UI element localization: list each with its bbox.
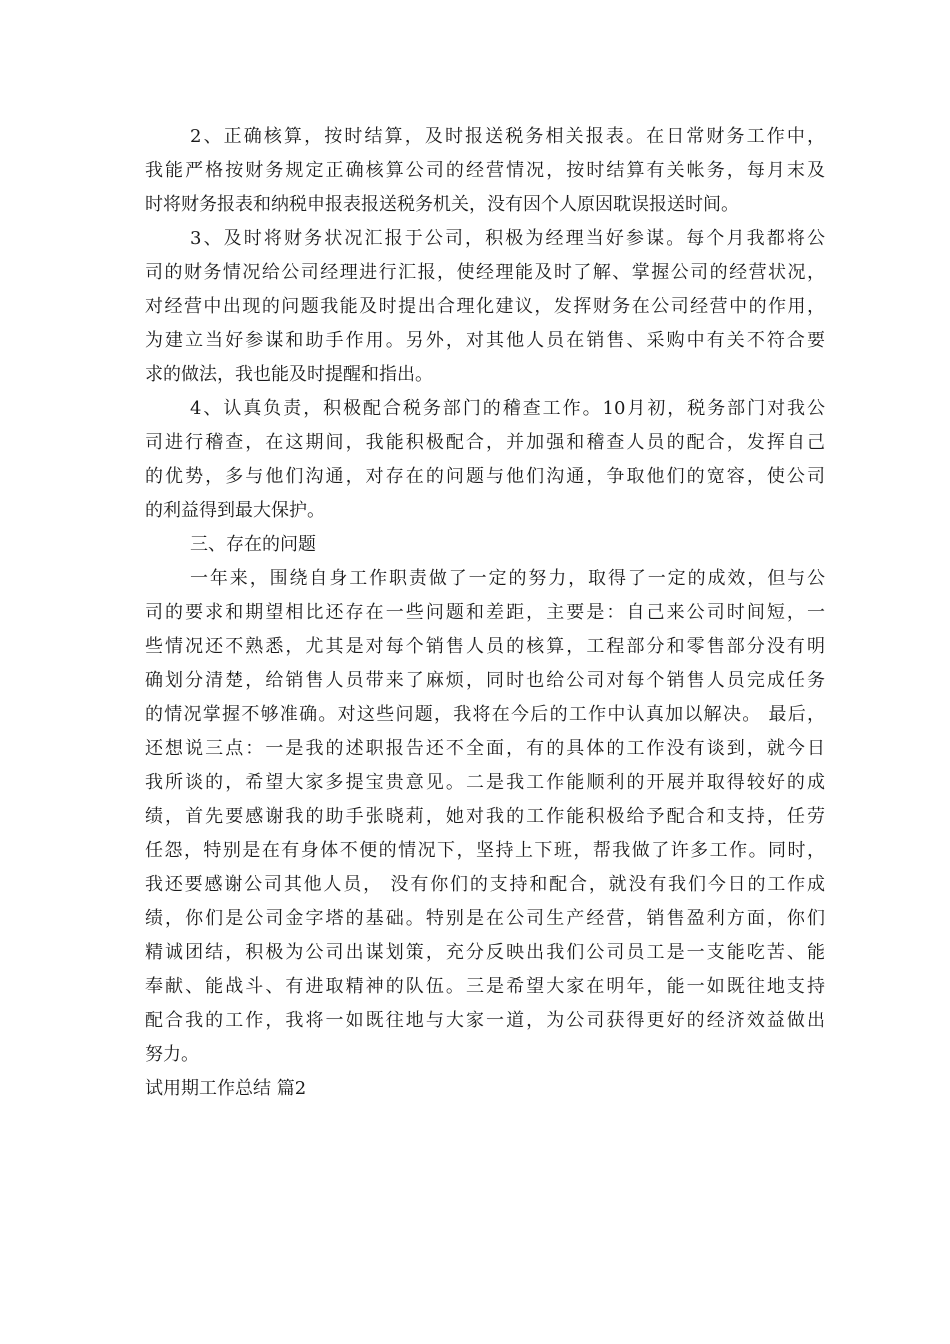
text-line: 我所谈的，希望大家多提宝贵意见。二是我工作能顺利的开展并取得较好的成 <box>145 772 825 793</box>
text-line: 4、认真负责，积极配合税务部门的稽查工作。10月初，税务部门对我公 <box>190 398 825 419</box>
text-line: 求的做法，我也能及时提醒和指出。 <box>145 364 433 385</box>
text-line: 3、及时将财务状况汇报于公司，积极为经理当好参谋。每个月我都将公 <box>190 228 825 249</box>
text-line: 一年来，围绕自身工作职责做了一定的努力，取得了一定的成效，但与公 <box>190 568 825 589</box>
text-line: 司的要求和期望相比还存在一些问题和差距，主要是：自己来公司时间短，一 <box>145 602 825 623</box>
text-line: 绩，你们是公司金字塔的基础。特别是在公司生产经营，销售盈利方面，你们 <box>145 908 825 929</box>
section-heading: 三、存在的问题 <box>190 534 316 555</box>
text-line: 奉献、能战斗、有进取精神的队伍。三是希望大家在明年，能一如既往地支持 <box>145 976 825 997</box>
text-line: 的利益得到最大保护。 <box>145 500 325 521</box>
article-title: 试用期工作总结 篇2 <box>145 1078 307 1099</box>
document-body <box>145 120 825 1106</box>
text-line: 我能严格按财务规定正确核算公司的经营情况，按时结算有关帐务，每月末及 <box>145 160 825 181</box>
text-line: 还想说三点：一是我的述职报告还不全面，有的具体的工作没有谈到，就今日 <box>145 738 825 759</box>
text-line: 配合我的工作，我将一如既往地与大家一道，为公司获得更好的经济效益做出 <box>145 1010 825 1031</box>
text-line: 司进行稽查，在这期间，我能积极配合，并加强和稽查人员的配合，发挥自己 <box>145 432 825 453</box>
text-line: 任怨，特别是在有身体不便的情况下，坚持上下班，帮我做了许多工作。同时， <box>145 840 825 861</box>
text-line: 确划分清楚，给销售人员带来了麻烦，同时也给公司对每个销售人员完成任务 <box>145 670 825 691</box>
text-line: 2、正确核算，按时结算，及时报送税务相关报表。在日常财务工作中， <box>190 126 825 147</box>
text-line: 时将财务报表和纳税申报表报送税务机关，没有因个人原因耽误报送时间。 <box>145 194 739 215</box>
text-line: 绩，首先要感谢我的助手张晓莉，她对我的工作能积极给予配合和支持，任劳 <box>145 806 825 827</box>
text-line: 努力。 <box>145 1044 199 1065</box>
text-line: 我还要感谢公司其他人员， 没有你们的支持和配合，就没有我们今日的工作成 <box>145 874 825 895</box>
text-line: 为建立当好参谋和助手作用。另外，对其他人员在销售、采购中有关不符合要 <box>145 330 825 351</box>
text-line: 对经营中出现的问题我能及时提出合理化建议，发挥财务在公司经营中的作用， <box>145 296 825 317</box>
text-line: 的优势，多与他们沟通，对存在的问题与他们沟通，争取他们的宽容，使公司 <box>145 466 825 487</box>
text-line: 些情况还不熟悉，尤其是对每个销售人员的核算，工程部分和零售部分没有明 <box>145 636 825 657</box>
text-line: 精诚团结，积极为公司出谋划策，充分反映出我们公司员工是一支能吃苦、能 <box>145 942 825 963</box>
text-line: 的情况掌握不够准确。对这些问题，我将在今后的工作中认真加以解决。 最后， <box>145 704 825 725</box>
text-line: 司的财务情况给公司经理进行汇报，使经理能及时了解、掌握公司的经营状况， <box>145 262 825 283</box>
